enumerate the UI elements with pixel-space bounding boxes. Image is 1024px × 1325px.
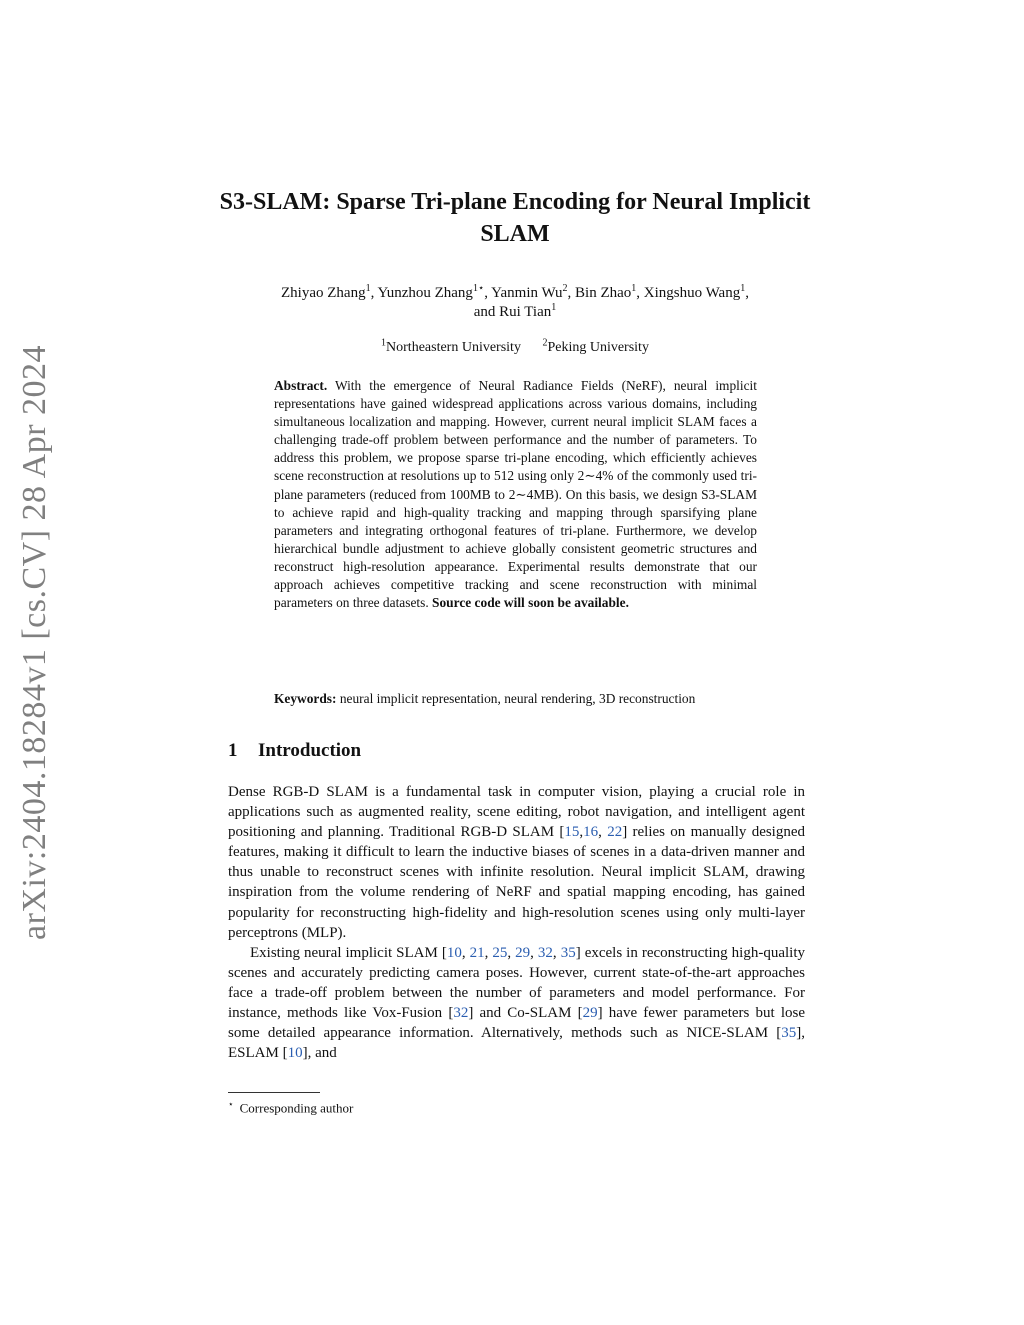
author-name: Bin Zhao xyxy=(575,285,632,301)
citation-link[interactable]: 22 xyxy=(607,824,623,841)
affiliation: Northeastern University xyxy=(386,340,521,355)
footnote-text: Corresponding author xyxy=(239,1100,354,1116)
footnote xyxy=(228,1096,353,1116)
abstract-text: With the emergence of Neural Radiance Fields (NeRF), neural implicit representations have gained widespread applications across various domains, including simultaneous localization and mapping. However, current neural implicit SLAM faces a challenging trade-off problem between performance and the number of parameters. To address this problem, we propose sparse tri-plane encoding, which efficiently achieves scene reconstruction at resolutions up to 512 using only 2∼4% of the commonly used tri-plane parameters (reduced from 100MB to 2∼4MB). On this basis, we design S3-SLAM to achieve rapid and high-quality tracking and mapping through sparsifying plane parameters and integrating orthogonal features of tri-plane. Furthermore, we develop hierarchical bundle adjustment to achieve globally consistent geometric structures and reconstruct high-resolution appearance. Experimental results demonstrate that our approach achieves competitive tracking and scene reconstruction with minimal parameters on three datasets. xyxy=(274,378,757,611)
citation-link[interactable]: 29 xyxy=(582,1005,598,1022)
keywords xyxy=(274,690,757,708)
paper-title: S3-SLAM: Sparse Tri-plane Encoding for Neural Implicit SLAM xyxy=(219,189,811,247)
citation-link[interactable]: 25 xyxy=(492,944,508,961)
author-name: Yunzhou Zhang xyxy=(377,285,473,301)
citation-link[interactable]: 35 xyxy=(781,1025,797,1042)
author-name: Xingshuo Wang xyxy=(643,285,741,301)
citation-link[interactable]: 32 xyxy=(537,944,553,961)
citation-link[interactable]: 29 xyxy=(515,944,531,961)
footnote-rule xyxy=(228,1092,320,1093)
citation-link[interactable]: 15 xyxy=(564,824,580,841)
abstract-label: Abstract. xyxy=(274,378,328,393)
footnote-mark: ⋆ xyxy=(228,1099,234,1109)
arxiv-side-stamp: arXiv:2404.18284v1 [cs.CV] 28 Apr 2024 xyxy=(16,344,53,940)
keywords-text: neural implicit representation, neural rendering, 3D reconstruction xyxy=(339,691,696,706)
author-name: Zhiyao Zhang xyxy=(281,285,366,301)
paragraph: Existing neural implicit SLAM [10, 21, 25, 29, 32, 35] excels in reconstructing high-quality scenes and accurately predicting camera poses. However, current state-of-the-art approaches face a trade-off problem between the number of parameters and model performance. For instance, methods like Vox-Fusion [32] and Co-SLAM [29] have fewer parameters but lose some detailed appearance information. Alternatively, methods such as NICE-SLAM [35], ESLAM [10], and xyxy=(228,944,806,1062)
paragraph: Dense RGB-D SLAM is a fundamental task in computer vision, playing a crucial role in applications such as augmented reality, scene editing, robot navigation, and intelligent agent positioning and planning. Traditional RGB-D SLAM [15,16, 22] relies on manually designed features, making it difficult to learn the inductive biases of scenes in a data-driven manner and thus unable to reconstruct scenes with infinite resolution. Neural implicit SLAM, drawing inspiration from the volume rendering of NeRF and spatial mapping encoding, has gained popularity for reconstructing high-fidelity and high-resolution scenes using only multi-layer perceptrons (MLP). xyxy=(228,784,806,941)
author-name: Yanmin Wu xyxy=(491,285,563,301)
abstract-source-note: Source code will soon be available. xyxy=(432,595,629,611)
author-name: Rui Tian xyxy=(499,304,552,320)
citation-link[interactable]: 35 xyxy=(560,944,576,961)
abstract xyxy=(274,377,757,612)
citation-link[interactable]: 16 xyxy=(583,824,599,841)
citation-link[interactable]: 10 xyxy=(446,944,462,961)
author-list: Zhiyao Zhang$^1$, Yunzhou Zhang$^{1⋆}$, Yanmin Wu$^2$, Bin Zhao$^1$, Xingshuo Wang$^1$, and Rui Tian$^1$ xyxy=(281,283,749,320)
citation-link[interactable]: 32 xyxy=(453,1005,469,1022)
citation-link[interactable]: 10 xyxy=(287,1045,303,1062)
intro-body xyxy=(228,782,805,1063)
affiliation: Peking University xyxy=(547,340,649,355)
section-heading: 1 Introduction xyxy=(228,740,362,761)
affiliations: $^1$Northeastern University $^2$Peking University xyxy=(381,337,649,355)
citation-link[interactable]: 21 xyxy=(469,944,485,961)
keywords-label: Keywords: xyxy=(274,691,337,706)
